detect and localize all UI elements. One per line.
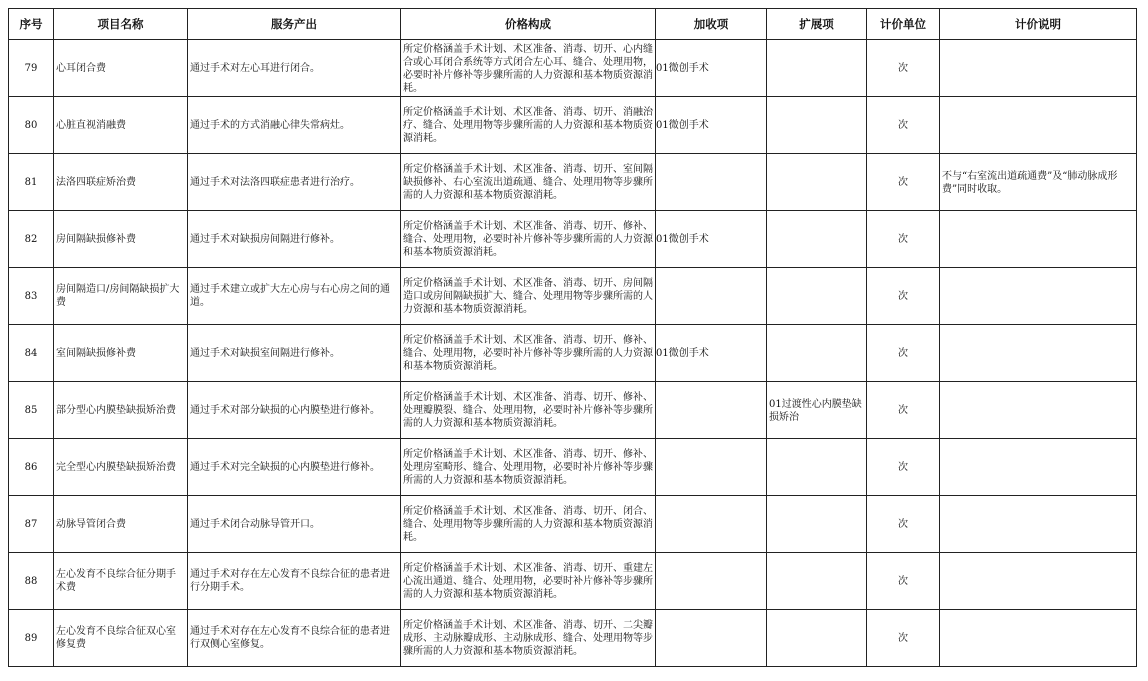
pricing-table xyxy=(8,8,1137,667)
cell-unit: 次 xyxy=(867,40,940,97)
cell-name: 部分型心内膜垫缺损矫治费 xyxy=(54,382,188,439)
cell-service: 通过手术对存在左心发育不良综合征的患者进行双侧心室修复。 xyxy=(188,610,401,667)
cell-unit: 次 xyxy=(867,553,940,610)
cell-name: 左心发育不良综合征双心室修复费 xyxy=(54,610,188,667)
cell-no: 89 xyxy=(9,610,54,667)
cell-add xyxy=(656,496,767,553)
header-ext: 扩展项 xyxy=(767,9,867,40)
cell-note xyxy=(940,40,1137,97)
cell-note xyxy=(940,553,1137,610)
cell-price: 所定价格涵盖手术计划、术区准备、消毒、切开、重建左心流出通道、缝合、处理用物，必要时补片修补等步骤所需的人力资源和基本物质资源消耗。 xyxy=(401,553,656,610)
cell-add xyxy=(656,610,767,667)
cell-note xyxy=(940,325,1137,382)
table-row xyxy=(9,211,1137,268)
cell-note xyxy=(940,496,1137,553)
cell-add xyxy=(656,553,767,610)
cell-no: 87 xyxy=(9,496,54,553)
cell-no: 81 xyxy=(9,154,54,211)
header-row xyxy=(9,9,1137,40)
cell-ext xyxy=(767,97,867,154)
cell-add: 01微创手术 xyxy=(656,97,767,154)
cell-no: 86 xyxy=(9,439,54,496)
cell-name: 心耳闭合费 xyxy=(54,40,188,97)
cell-service: 通过手术对部分缺损的心内膜垫进行修补。 xyxy=(188,382,401,439)
table-body xyxy=(9,40,1137,667)
header-unit: 计价单位 xyxy=(867,9,940,40)
cell-ext xyxy=(767,211,867,268)
cell-name: 室间隔缺损修补费 xyxy=(54,325,188,382)
cell-service: 通过手术对法洛四联症患者进行治疗。 xyxy=(188,154,401,211)
cell-unit: 次 xyxy=(867,382,940,439)
cell-ext xyxy=(767,439,867,496)
header-price: 价格构成 xyxy=(401,9,656,40)
cell-price: 所定价格涵盖手术计划、术区准备、消毒、切开、修补、缝合、处理用物，必要时补片修补等步骤所需的人力资源和基本物质资源消耗。 xyxy=(401,325,656,382)
cell-price: 所定价格涵盖手术计划、术区准备、消毒、切开、心内缝合或心耳闭合系统等方式闭合左心耳、缝合、处理用物，必要时补片修补等步骤所需的人力资源和基本物质资源消耗。 xyxy=(401,40,656,97)
table-row xyxy=(9,97,1137,154)
cell-service: 通过手术建立或扩大左心房与右心房之间的通道。 xyxy=(188,268,401,325)
cell-add: 01微创手术 xyxy=(656,211,767,268)
cell-no: 83 xyxy=(9,268,54,325)
cell-no: 88 xyxy=(9,553,54,610)
cell-name: 房间隔缺损修补费 xyxy=(54,211,188,268)
table-row xyxy=(9,610,1137,667)
cell-ext xyxy=(767,553,867,610)
cell-note xyxy=(940,211,1137,268)
table-row xyxy=(9,439,1137,496)
cell-service: 通过手术的方式消融心律失常病灶。 xyxy=(188,97,401,154)
table-row xyxy=(9,382,1137,439)
cell-ext xyxy=(767,268,867,325)
header-note: 计价说明 xyxy=(940,9,1137,40)
cell-ext xyxy=(767,325,867,382)
cell-unit: 次 xyxy=(867,154,940,211)
header-name: 项目名称 xyxy=(54,9,188,40)
cell-price: 所定价格涵盖手术计划、术区准备、消毒、切开、二尖瓣成形、主动脉瓣成形、主动脉成形、缝合、处理用物等步骤所需的人力资源和基本物质资源消耗。 xyxy=(401,610,656,667)
cell-note: 不与“右室流出道疏通费”及“肺动脉成形费”同时收取。 xyxy=(940,154,1137,211)
cell-unit: 次 xyxy=(867,439,940,496)
cell-note xyxy=(940,610,1137,667)
cell-no: 79 xyxy=(9,40,54,97)
cell-price: 所定价格涵盖手术计划、术区准备、消毒、切开、修补、缝合、处理用物，必要时补片修补等步骤所需的人力资源和基本物质资源消耗。 xyxy=(401,211,656,268)
header-service: 服务产出 xyxy=(188,9,401,40)
cell-price: 所定价格涵盖手术计划、术区准备、消毒、切开、房间隔造口或房间隔缺损扩大、缝合、处理用物等步骤所需的人力资源和基本物质资源消耗。 xyxy=(401,268,656,325)
cell-ext: 01过渡性心内膜垫缺损矫治 xyxy=(767,382,867,439)
table-row xyxy=(9,553,1137,610)
cell-service: 通过手术对左心耳进行闭合。 xyxy=(188,40,401,97)
cell-add xyxy=(656,268,767,325)
header-add: 加收项 xyxy=(656,9,767,40)
cell-price: 所定价格涵盖手术计划、术区准备、消毒、切开、室间隔缺损修补、右心室流出道疏通、缝合、处理用物等步骤所需的人力资源和基本物质资源消耗。 xyxy=(401,154,656,211)
cell-no: 84 xyxy=(9,325,54,382)
cell-ext xyxy=(767,610,867,667)
header-no: 序号 xyxy=(9,9,54,40)
cell-name: 左心发育不良综合征分期手术费 xyxy=(54,553,188,610)
cell-no: 80 xyxy=(9,97,54,154)
cell-name: 心脏直视消融费 xyxy=(54,97,188,154)
cell-add: 01微创手术 xyxy=(656,40,767,97)
cell-no: 82 xyxy=(9,211,54,268)
cell-add xyxy=(656,382,767,439)
cell-price: 所定价格涵盖手术计划、术区准备、消毒、切开、修补、处理房室畸形、缝合、处理用物，必要时补片修补等步骤所需的人力资源和基本物质资源消耗。 xyxy=(401,439,656,496)
cell-unit: 次 xyxy=(867,496,940,553)
table-row xyxy=(9,268,1137,325)
cell-service: 通过手术对缺损室间隔进行修补。 xyxy=(188,325,401,382)
cell-unit: 次 xyxy=(867,325,940,382)
cell-price: 所定价格涵盖手术计划、术区准备、消毒、切开、修补、处理瓣膜裂、缝合、处理用物，必要时补片修补等步骤所需的人力资源和基本物质资源消耗。 xyxy=(401,382,656,439)
cell-unit: 次 xyxy=(867,610,940,667)
cell-name: 动脉导管闭合费 xyxy=(54,496,188,553)
cell-add: 01微创手术 xyxy=(656,325,767,382)
table-row xyxy=(9,40,1137,97)
cell-add xyxy=(656,154,767,211)
cell-name: 法洛四联症矫治费 xyxy=(54,154,188,211)
cell-service: 通过手术对缺损房间隔进行修补。 xyxy=(188,211,401,268)
cell-name: 完全型心内膜垫缺损矫治费 xyxy=(54,439,188,496)
cell-price: 所定价格涵盖手术计划、术区准备、消毒、切开、闭合、缝合、处理用物等步骤所需的人力资源和基本物质资源消耗。 xyxy=(401,496,656,553)
cell-note xyxy=(940,439,1137,496)
cell-name: 房间隔造口/房间隔缺损扩大费 xyxy=(54,268,188,325)
cell-price: 所定价格涵盖手术计划、术区准备、消毒、切开、消融治疗、缝合、处理用物等步骤所需的人力资源和基本物质资源消耗。 xyxy=(401,97,656,154)
cell-note xyxy=(940,97,1137,154)
table-row xyxy=(9,496,1137,553)
cell-service: 通过手术闭合动脉导管开口。 xyxy=(188,496,401,553)
table-row xyxy=(9,154,1137,211)
cell-unit: 次 xyxy=(867,97,940,154)
cell-service: 通过手术对完全缺损的心内膜垫进行修补。 xyxy=(188,439,401,496)
cell-no: 85 xyxy=(9,382,54,439)
cell-add xyxy=(656,439,767,496)
table-row xyxy=(9,325,1137,382)
cell-note xyxy=(940,382,1137,439)
cell-ext xyxy=(767,496,867,553)
cell-ext xyxy=(767,154,867,211)
cell-ext xyxy=(767,40,867,97)
cell-unit: 次 xyxy=(867,211,940,268)
cell-unit: 次 xyxy=(867,268,940,325)
cell-service: 通过手术对存在左心发育不良综合征的患者进行分期手术。 xyxy=(188,553,401,610)
cell-note xyxy=(940,268,1137,325)
